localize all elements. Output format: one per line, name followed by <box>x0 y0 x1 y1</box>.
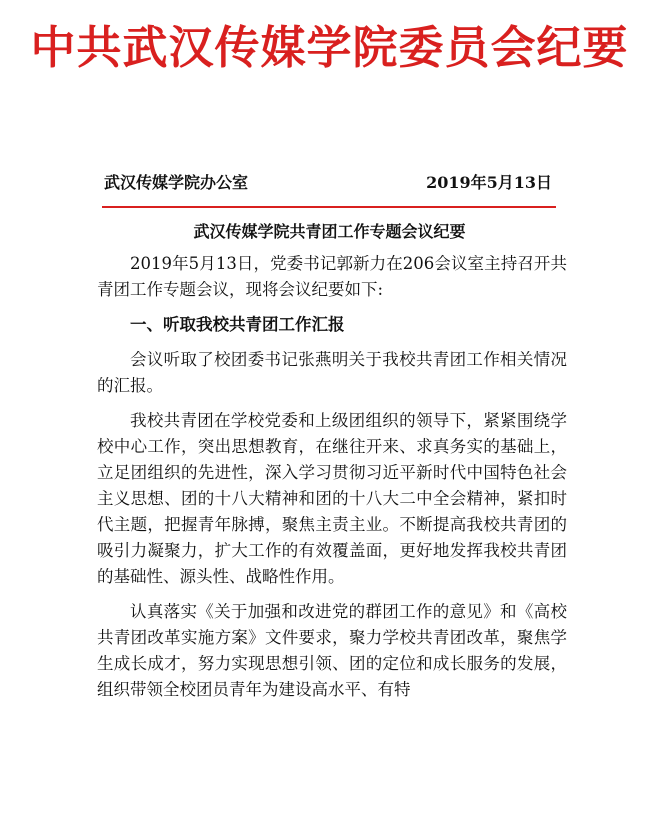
section-heading: 一、听取我校共青团工作汇报 <box>130 315 345 334</box>
document-body <box>97 251 567 712</box>
document-header-title: 中共武汉传媒学院委员会纪要 <box>30 21 629 74</box>
issuing-office: 武汉传媒学院办公室 <box>104 173 249 192</box>
body-paragraph: 会议听取了校团委书记张燕明关于我校共青团工作相关情况的汇报。 <box>97 350 567 395</box>
intro-paragraph: 2019年5月13日，党委书记郭新力在206会议室主持召开共青团工作专题会议，现将会议纪要如下: <box>97 254 567 299</box>
body-paragraph: 我校共青团在学校党委和上级团组织的领导下，紧紧围绕学校中心工作，突出思想教育，在继往开来、求真务实的基础上，立足团组织的先进性，深入学习贯彻习近平新时代中国特色社会主义思想、团的十八大精神和团的十八大二中全会精神，紧扣时代主题，把握青年脉搏，聚焦主责主业。不断提高我校共青团的吸引力凝聚力，扩大工作的有效覆盖面，更好地发挥我校共青团的基础性、源头性、战略性作用。 <box>97 411 567 586</box>
red-divider-line <box>102 206 556 208</box>
document-title: 武汉传媒学院共青团工作专题会议纪要 <box>193 222 466 241</box>
body-paragraph: 认真落实《关于加强和改进党的群团工作的意见》和《高校共青团改革实施方案》文件要求，聚力学校共青团改革，聚焦学生成长成才，努力实现思想引领、团的定位和成长服务的发展，组织带领全校团员青年为建设高水平、有特 <box>97 602 567 699</box>
issue-date: 2019年5月13日 <box>426 173 552 192</box>
issuer-row <box>104 170 552 196</box>
